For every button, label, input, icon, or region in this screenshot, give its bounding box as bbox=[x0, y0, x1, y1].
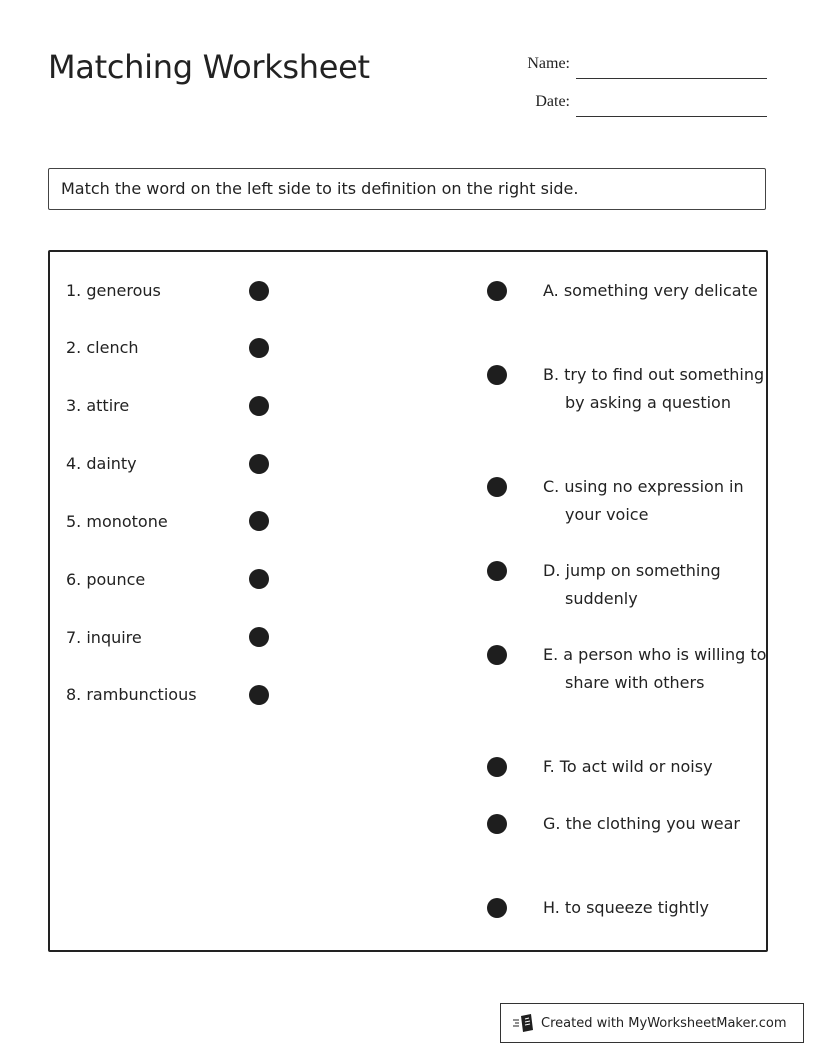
name-label: Name: bbox=[527, 55, 570, 72]
definition-match-dot-icon[interactable] bbox=[487, 814, 507, 834]
word-match-dot-icon[interactable] bbox=[249, 396, 269, 416]
word-item: 4. dainty bbox=[66, 454, 137, 473]
page-title: Matching Worksheet bbox=[48, 48, 370, 86]
definition-item: D. jump on something suddenly bbox=[543, 561, 721, 608]
definition-match-dot-icon[interactable] bbox=[487, 898, 507, 918]
definition-match-dot-icon[interactable] bbox=[487, 645, 507, 665]
word-item: 1. generous bbox=[66, 281, 161, 300]
definition-match-dot-icon[interactable] bbox=[487, 477, 507, 497]
definition-match-dot-icon[interactable] bbox=[487, 561, 507, 581]
word-item: 2. clench bbox=[66, 338, 139, 357]
definition-match-dot-icon[interactable] bbox=[487, 757, 507, 777]
footer-text: Created with MyWorksheetMaker.com bbox=[541, 1015, 787, 1031]
definition-item: E. a person who is willing to share with others bbox=[543, 645, 767, 692]
definition-item: H. to squeeze tightly bbox=[543, 898, 709, 917]
word-match-dot-icon[interactable] bbox=[249, 627, 269, 647]
word-item: 3. attire bbox=[66, 396, 130, 415]
definition-match-dot-icon[interactable] bbox=[487, 281, 507, 301]
definition-item: C. using no expression in your voice bbox=[543, 477, 744, 524]
definition-item: A. something very delicate bbox=[543, 281, 758, 300]
word-item: 5. monotone bbox=[66, 512, 168, 531]
word-match-dot-icon[interactable] bbox=[249, 511, 269, 531]
word-match-dot-icon[interactable] bbox=[249, 338, 269, 358]
date-blank-line[interactable] bbox=[576, 116, 767, 117]
word-item: 6. pounce bbox=[66, 570, 146, 589]
worksheet-logo-icon bbox=[513, 1013, 535, 1033]
definition-item: G. the clothing you wear bbox=[543, 814, 740, 833]
word-match-dot-icon[interactable] bbox=[249, 281, 269, 301]
definition-item: F. To act wild or noisy bbox=[543, 757, 713, 776]
name-field bbox=[500, 55, 767, 73]
date-field bbox=[500, 93, 767, 111]
word-match-dot-icon[interactable] bbox=[249, 685, 269, 705]
created-with-badge[interactable] bbox=[500, 1003, 804, 1043]
name-blank-line[interactable] bbox=[576, 78, 767, 79]
instructions-box: Match the word on the left side to its definition on the right side. bbox=[48, 168, 766, 210]
definition-match-dot-icon[interactable] bbox=[487, 365, 507, 385]
word-match-dot-icon[interactable] bbox=[249, 569, 269, 589]
word-item: 8. rambunctious bbox=[66, 685, 197, 704]
date-label: Date: bbox=[535, 93, 570, 110]
word-match-dot-icon[interactable] bbox=[249, 454, 269, 474]
definition-item: B. try to find out something by asking a question bbox=[543, 365, 765, 412]
word-item: 7. inquire bbox=[66, 628, 142, 647]
